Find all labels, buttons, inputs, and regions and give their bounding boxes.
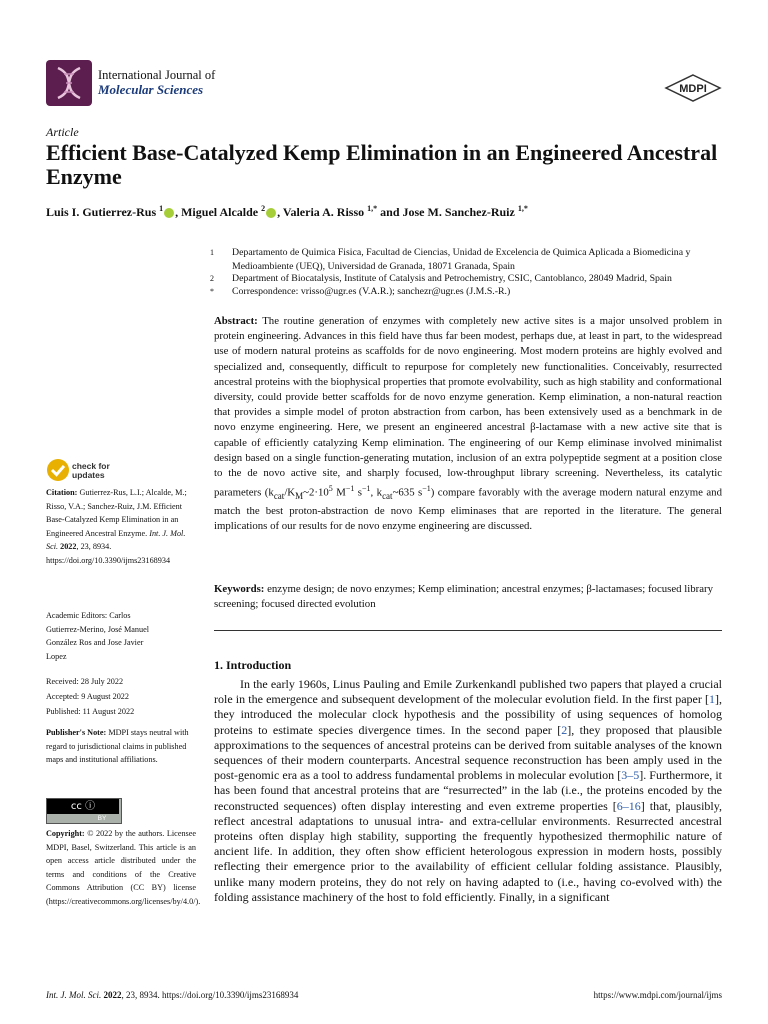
author-name: Valeria A. Risso xyxy=(282,205,365,219)
author-separator: , xyxy=(175,205,182,219)
publisher-note: Publisher's Note: MDPI stays neutral with regard to jurisdictional claims in published maps and institutional affiliations. xyxy=(46,728,189,765)
journal-name: International Journal of xyxy=(98,68,216,82)
check-for-updates-label[interactable]: check for updates xyxy=(72,461,110,480)
check-for-updates-icon[interactable] xyxy=(46,458,70,482)
academic-editors: Academic Editors: Carlos Gutierrez-Merino, José Manuel González Ros and Jose Javier Lopez xyxy=(46,611,149,661)
correspondence: * Correspondence: vrisso@ugr.es (V.A.R.); sanchezr@ugr.es (J.M.S.-R.) xyxy=(210,286,511,297)
orcid-icon[interactable] xyxy=(266,208,276,218)
date-published: Published: 11 August 2022 xyxy=(46,707,135,716)
copyright-notice: Copyright: © 2022 by the authors. Licensee MDPI, Basel, Switzerland. This article is an open access article distributed under the terms and conditions of the Creative Commons Attribution (CC BY) license (https://creativecommons.org/licenses/by/4.0/). xyxy=(46,829,201,906)
journal-subtitle: Molecular Sciences xyxy=(98,82,204,97)
reference-link[interactable]: 1 xyxy=(709,692,715,707)
citation: Citation: Gutierrez-Rus, L.I.; Alcalde, M.; Risso, V.A.; Sanchez-Ruiz, J.M. Efficient Base-Catalyzed Kemp Elimination in an Engineered Ancestral Enzyme. Int. J. Mol. Sci. 2022, 23, 8934. https://doi.org/10.3390/ijms23168934 xyxy=(46,488,187,565)
dna-icon xyxy=(46,60,92,106)
mdpi-logo[interactable] xyxy=(664,74,722,102)
author-affiliation-marker: 1,* xyxy=(367,204,378,213)
cc-by-license-badge[interactable] xyxy=(46,798,122,824)
mdpi-logo-text: MDPI xyxy=(679,83,707,95)
reference-link[interactable]: 6–16 xyxy=(616,798,641,813)
author-affiliation-marker: 1 xyxy=(159,204,164,213)
keywords: Keywords: enzyme design; de novo enzymes; Kemp elimination; ancestral enzymes; β-lactamases; focused library screening; focused directed evolution xyxy=(214,583,714,611)
introduction-paragraph: In the early 1960s, Linus Pauling and Emile Zurkenkandl published two papers that played a crucial role in the emergence and subsequent development of the molecular evolution field. In the first paper [1], they introduced the molecular clock hypothesis and the possibility of using sequences of homolog proteins to estimate species divergence times. In the second paper [2], they proposed that plausible approximations to the sequences of ancestral proteins can be derived from suitable analyses of the known sequences of their modern counterparts. Ancestral sequence reconstruction has been amply used in the post-genomic era as a tool to address fundamental problems in molecular evolution [3–5]. Furthermore, it has been found that ancestral proteins that are “resurrected” in the lab (i.e., the proteins encoded by the reconstructed sequences) often display interesting and even extreme properties [6–16] that, plausibly, reflect ancestral adaptations to unusual intra- and extra-cellular environments. Resurrected ancestral proteins often display high stability, supporting the frequently hypothesized thermophilic nature of ancient life. In addition, they often show efficient heterologous expression in modern hosts, possibly reflecting their emergence prior to the availability of efficient cellular folding assistance. Plausibly, unlike many modern proteins, they do not rely on having adapted to (i.e., having co-evolved with) the folding assistance machinery of the host to fold efficiently. Finally, in a significant xyxy=(214,677,723,904)
author-separator: and xyxy=(377,205,403,219)
cc-by-label: BY xyxy=(97,815,107,822)
footer-citation: Int. J. Mol. Sci. 2022, 23, 8934. https://doi.org/10.3390/ijms23168934 xyxy=(46,990,299,1000)
orcid-icon[interactable] xyxy=(164,208,174,218)
abstract: Abstract: The routine generation of enzymes with completely new active sites is a major unsolved problem in protein engineering. Advances in this field have thus far been modest, perhaps due, at least in part, to the widespread use of modern natural proteins as scaffolds for de novo engineering. Most modern proteins are highly evolved and specialized and, consequently, difficult to repurpose for completely new functionalities. Conceivably, resurrected ancestral proteins with the biophysical properties that promote evolvability, such as high stability and conformational diversity, could provide better scaffolds for de novo enzyme generation. Kemp elimination, a non-natural reaction that provides a simple model of proton abstraction from carbon, has been extensively used as a benchmark in de novo enzyme engineering. Here, we present an engineered ancestral β-lactamase with a new active site that is capable of efficiently catalyzing Kemp elimination. The engineering of our Kemp eliminase involved minimalist design based on a single function-generating mutation, inclusion of an extra polypeptide segment at a position close to the de novo active site, and sharply focused, low-throughput library screening. Nevertheless, its catalytic parameters ($k_{cat}/K_M\sim 2\cdot 10^5$ $M^{-1}$ $s^{-1}$, $k_{cat}\sim 635$ $s^{-1}$) compare favorably with the average modern natural enzyme and match the best proton-abstraction de novo Kemp eliminases that are reported in the literature. The general implications of our results for de novo enzyme engineering are discussed. xyxy=(214,315,722,533)
affiliation-1: 1 Departamento de Quimica Fisica, Facultad de Ciencias, Unidad de Excelencia de Quimica Aplicada a Biomedicina y Medioambiente (UEQ), Universidad de Granada, 18071 Granada, Spain xyxy=(210,247,691,272)
affiliation-2: 2 Department of Biocatalysis, Institute of Catalysis and Petrochemistry, CSIC, Cantoblanco, 28049 Madrid, Spain xyxy=(210,273,672,284)
date-accepted: Accepted: 9 August 2022 xyxy=(46,692,129,701)
section-heading: 1. Introduction xyxy=(214,658,292,672)
journal-logo xyxy=(46,60,92,106)
footer-journal-url[interactable]: https://www.mdpi.com/journal/ijms xyxy=(593,990,722,1000)
section-divider xyxy=(214,630,722,631)
author-affiliation-marker: 2 xyxy=(261,204,266,213)
article-title: Efficient Base-Catalyzed Kemp Elimination in an Engineered Ancestral Enzyme xyxy=(46,140,718,189)
author-name: Jose M. Sanchez-Ruiz xyxy=(402,205,515,219)
date-received: Received: 28 July 2022 xyxy=(46,677,124,686)
cc-icon: cc ⓘ xyxy=(47,799,119,814)
author-name: Luis I. Gutierrez-Rus xyxy=(46,205,157,219)
reference-link[interactable]: 2 xyxy=(561,722,568,737)
article-type: Article xyxy=(46,125,79,139)
reference-link[interactable]: 3–5 xyxy=(621,768,640,783)
author-affiliation-marker: 1,* xyxy=(517,204,528,213)
author-name: Miguel Alcalde xyxy=(181,205,259,219)
author-list xyxy=(46,204,746,220)
author-separator: , xyxy=(277,205,283,219)
